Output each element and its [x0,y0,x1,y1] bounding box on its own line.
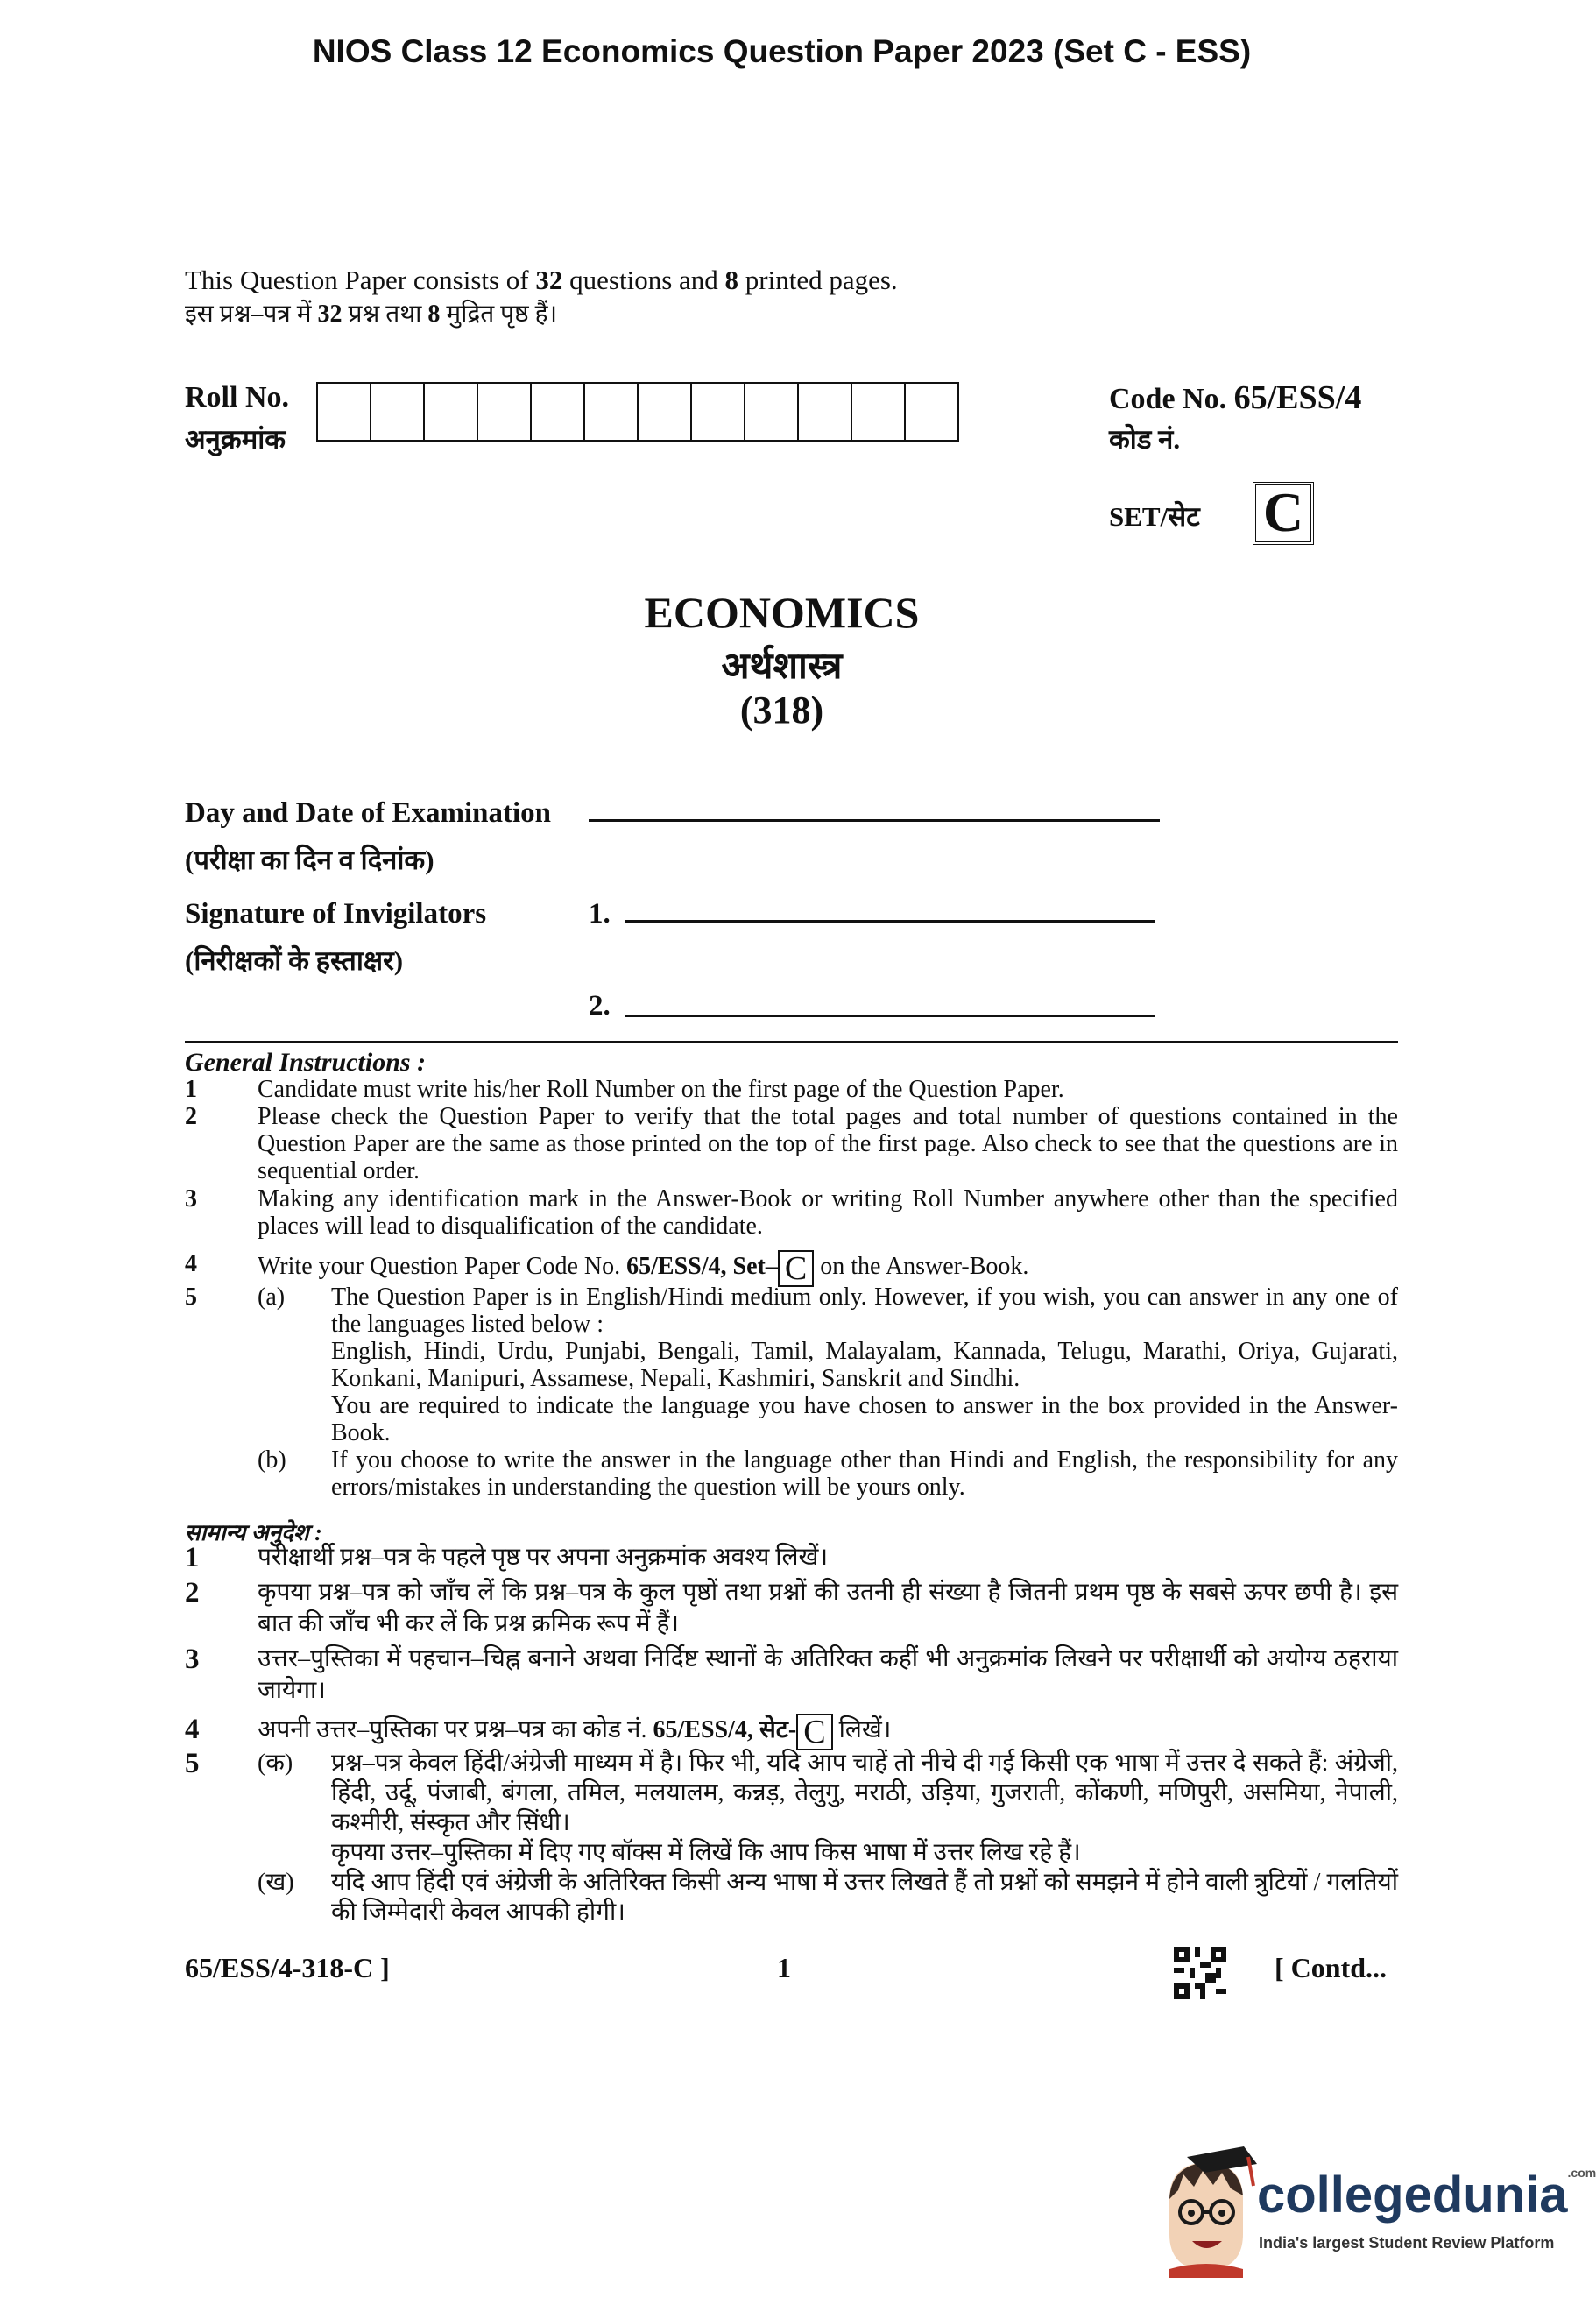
exam-day-label-hindi: (परीक्षा का दिन व दिनांक) [185,845,434,875]
exam-day-line[interactable] [589,819,1160,822]
signature-2-number: 2. [589,990,611,1022]
instruction-1: 1 Candidate must write his/her Roll Number on the first page of the Question Paper. [185,1076,1064,1103]
general-instructions-heading: General Instructions : [185,1048,427,1077]
paper-consists-line-hindi: इस प्रश्न–पत्र में 32 प्रश्न तथा 8 मुद्रित पृष्ठ हैं। [185,301,558,328]
section-divider [185,1041,1398,1043]
footer-contd: [ Contd... [1275,1952,1388,1983]
roll-digit-box[interactable] [744,382,799,442]
instruction-4: 4 Write your Question Paper Code No. 65/ESS/4, Set– C on the Answer-Book. [185,1250,1029,1287]
roll-digit-box[interactable] [477,382,532,442]
hindi-instruction-2: 2 कृपया प्रश्न–पत्र को जाँच लें कि प्रश्न–पत्र के कुल पृष्ठों तथा प्रश्नों की उतनी ही संख्या है जितनी प्रथम पृष्ठ के सबसे ऊपर छपी है। इस बात की जाँच भी कर लें कि प्रश्न क्रमिक रूप में हैं। [185,1577,1398,1637]
instruction-5: 5 (a) The Question Paper is in English/Hindi medium only. However, if you wish, you can answer in any one of the languages listed below : English, Hindi, Urdu, Punjabi, Bengali, Tamil, Malayalam, Kannada, Telugu, Marathi, Oriya, Gujarati, Konkani, Manipuri, Assamese, Nepali, Kashmiri, Sanskrit and Sindhi. You are required to indicate the language you have chosen to answer in the box provided in the Answer-Book. (b) If you choose to write the answer in the language other than Hindi and English, the responsibility for any errors/mistakes in understanding the question will be yours only. [185,1283,1398,1501]
footer-page-number: 1 [777,1952,791,1983]
roll-number-boxes[interactable] [318,382,959,442]
invigilator-signature-label-hindi: (निरीक्षकों के हस्ताक्षर) [185,945,404,976]
code-number: Code No. 65/ESS/4 [1109,379,1362,416]
hindi-instructions-heading: सामान्य अनुदेश : [185,1520,322,1545]
roll-digit-box[interactable] [690,382,745,442]
roll-number-label-hindi: अनुक्रमांक [185,424,286,455]
paper-consists-line: This Question Paper consists of 32 questions and 8 printed pages. [185,265,898,295]
signature-1-number: 1. [589,898,611,930]
roll-digit-box[interactable] [316,382,371,442]
qr-code-icon [1174,1947,1226,1999]
roll-digit-box[interactable] [583,382,639,442]
roll-digit-box[interactable] [797,382,852,442]
signature-1-line[interactable] [625,920,1155,923]
code-number-label-hindi: कोड नं. [1109,424,1181,455]
roll-digit-box[interactable] [370,382,425,442]
hindi-instruction-1: 1 परीक्षार्थी प्रश्न–पत्र के पहले पृष्ठ पर अपना अनुक्रमांक अवश्य लिखें। [185,1542,829,1573]
footer-paper-code: 65/ESS/4-318-C ] [185,1952,390,1983]
roll-digit-box[interactable] [530,382,585,442]
set-value-box: C [1253,482,1314,545]
subject-code: (318) [739,689,824,732]
hindi-instruction-5: 5 (क) प्रश्न–पत्र केवल हिंदी/अंग्रेजी माध्यम में है। फिर भी, यदि आप चाहें तो नीचे दी गई किसी एक भाषा में उत्तर दे सकते हैं: अंग्रेजी, हिंदी, उर्दू, पंजाबी, बंगला, तमिल, मलयालम, कन्नड़, तेलुगु, मराठी, उड़िया, गुजराती, कोंकणी, मणिपुरी, असमिया, नेपाली, कश्मीरी, संस्कृत और सिंधी। कृपया उत्तर–पुस्तिका में दिए गए बॉक्स में लिखें कि आप किस भाषा में उत्तर लिख रहे हैं। (ख) यदि आप हिंदी एवं अंग्रेजी के अतिरिक्त किसी अन्य भाषा में उत्तर लिखते हैं तो प्रश्नों को समझने में होने वाली त्रुटियों / गलतियों की जिम्मेदारी केवल आपकी होगी। [185,1748,1398,1926]
roll-digit-box[interactable] [637,382,692,442]
signature-2-line[interactable] [625,1015,1155,1017]
roll-number-label: Roll No. [185,381,289,414]
roll-digit-box[interactable] [904,382,959,442]
collegedunia-tagline: India's largest Student Review Platform [1259,2234,1555,2252]
roll-digit-box[interactable] [423,382,478,442]
set-label: SET/सेट [1109,501,1200,532]
subject-title: ECONOMICS [644,588,920,637]
hindi-instruction-3: 3 उत्तर–पुस्तिका में पहचान–चिह्न बनाने अथवा निर्दिष्ट स्थानों के अतिरिक्त कहीं भी अनुक्रमांक लिखने पर परीक्षार्थी को अयोग्य ठहराया जायेगा। [185,1644,1398,1704]
hindi-instruction-4: 4 अपनी उत्तर–पुस्तिका पर प्रश्न–पत्र का कोड नं. 65/ESS/4, सेट- C लिखें। [185,1714,892,1750]
collegedunia-logo-text: collegedunia$^{.com}$ [1257,2166,1596,2224]
subject-title-hindi: अर्थशास्त्र [721,647,843,687]
collegedunia-mascot-icon [1152,2146,1261,2278]
page-banner-title: NIOS Class 12 Economics Question Paper 2023 (Set C - ESS) [312,33,1252,69]
instruction-2: 2 Please check the Question Paper to verify that the total pages and total number of questions contained in the Question Paper are the same as those printed on the top of the first page. Also check to see that the questions are in sequential order. [185,1103,1398,1184]
instruction-3: 3 Making any identification mark in the Answer-Book or writing Roll Number anywhere other than the specified places will lead to disqualification of the candidate. [185,1185,1398,1240]
roll-digit-box[interactable] [851,382,906,442]
exam-day-label: Day and Date of Examination [185,797,552,829]
invigilator-signature-label: Signature of Invigilators [185,898,487,930]
